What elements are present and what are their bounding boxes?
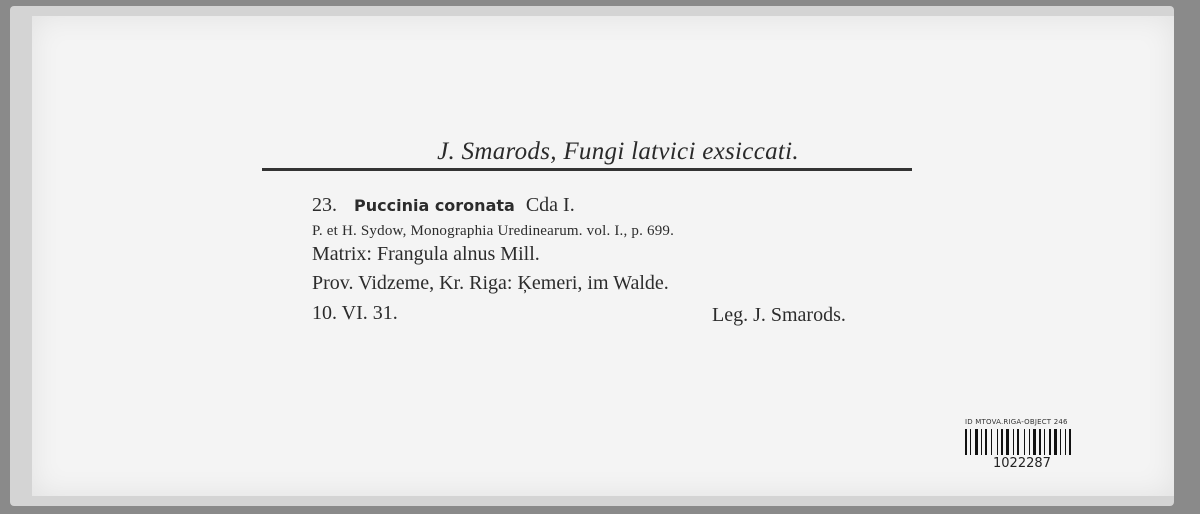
literature-reference: P. et H. Sydow, Monographia Uredinearum. vol. I., p. 699. (312, 223, 675, 239)
header-rule (262, 168, 912, 171)
matrix-line: Matrix: Frangula alnus Mill. (312, 243, 540, 265)
exsiccata-number: 23. (312, 194, 337, 216)
locality-line: Prov. Vidzeme, Kr. Riga: Ķemeri, im Walde. (312, 272, 669, 294)
species-name: Puccinia coronata (354, 196, 515, 215)
species-authority: Cda I. (525, 194, 575, 216)
barcode-number: 1022287 (993, 456, 1051, 471)
collector-line: Leg. J. Smarods. (712, 304, 846, 326)
herbarium-label (32, 16, 1174, 496)
specimen-sheet (10, 6, 1174, 506)
species-line (312, 194, 575, 217)
barcode-icon (965, 429, 1097, 455)
label-header: J. Smarods, Fungi latvici exsiccati. (437, 138, 799, 165)
collection-date: 10. VI. 31. (312, 302, 398, 324)
barcode-header: ID MTOVA.RIGA-OBJECT 246 (965, 418, 1068, 426)
barcode-block (965, 418, 1105, 471)
